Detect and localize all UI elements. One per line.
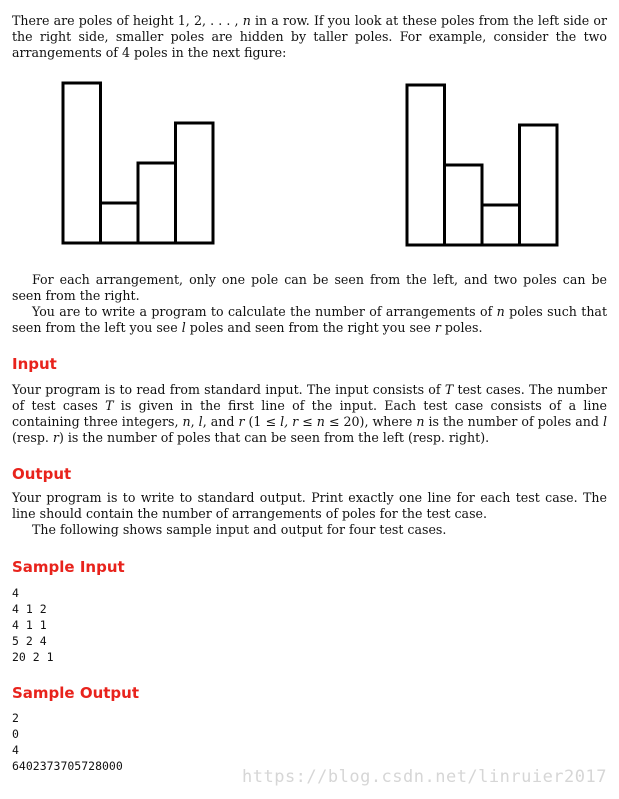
sample-input-block xyxy=(12,585,54,665)
output-paragraph-1 xyxy=(12,490,607,522)
input-text-8: ≤ 20), where xyxy=(324,414,417,429)
input-r2: r xyxy=(52,430,59,445)
pole-height-1 xyxy=(482,205,520,245)
pole-height-2 xyxy=(138,163,176,243)
intro-paragraph xyxy=(12,13,607,61)
caption-paragraph xyxy=(12,272,607,304)
input-T2: T xyxy=(105,398,114,413)
sample-input-line: 4 1 2 xyxy=(12,602,47,616)
pole-height-4 xyxy=(63,83,101,243)
sample-output-line: 0 xyxy=(12,727,19,741)
intro-text-1: There are poles of height 1, 2, . . . , xyxy=(12,13,243,28)
input-l2: l xyxy=(602,414,608,429)
input-text-10: (resp. xyxy=(12,430,53,445)
pole-height-2 xyxy=(445,165,483,245)
arrangement-b xyxy=(407,85,557,245)
input-l: l xyxy=(198,414,203,429)
task-r: r xyxy=(434,320,441,335)
task-text-2: poles such that seen from the left you see xyxy=(12,304,608,335)
pole-height-1 xyxy=(101,203,139,243)
poles-figure xyxy=(12,74,607,254)
input-n: n xyxy=(182,414,191,429)
task-text-3: poles and seen from the right you see xyxy=(185,320,435,335)
input-text-1: Your program is to read from standard input. The input consists of xyxy=(12,382,445,397)
input-text-7: ≤ xyxy=(298,414,317,429)
output-text-1: Your program is to write to standard output. Print exactly one line for each test case. The line should contain the number of arrangements of poles for the test case. xyxy=(12,490,607,521)
task-l: l xyxy=(181,320,186,335)
task-text-1: You are to write a program to calculate the number of arrangements of xyxy=(32,304,497,319)
input-cond: l, r xyxy=(280,414,299,429)
input-heading: Input xyxy=(12,355,57,373)
task-paragraph xyxy=(12,304,607,336)
input-text-3: is given in the first line of the input. Each test case consists of a line containing three integers, xyxy=(12,398,608,429)
sample-input-line: 5 2 4 xyxy=(12,634,47,648)
sample-input-line: 20 2 1 xyxy=(12,650,54,664)
sample-output-line: 2 xyxy=(12,711,19,725)
intro-n: n xyxy=(242,13,251,28)
input-text-11: ) is the number of poles that can be seen from the left (resp. right). xyxy=(58,430,490,445)
sample-output-line: 6402373705728000 xyxy=(12,759,123,773)
input-r: r xyxy=(238,414,245,429)
task-text-4: poles. xyxy=(440,320,483,335)
input-paragraph xyxy=(12,382,607,446)
input-n2: n xyxy=(416,414,425,429)
sample-output-line: 4 xyxy=(12,743,19,757)
poles-diagram xyxy=(12,74,607,254)
pole-height-4 xyxy=(407,85,445,245)
watermark: https://blog.csdn.net/linruier2017 xyxy=(242,767,607,787)
pole-height-3 xyxy=(176,123,214,243)
input-text-6: (1 ≤ xyxy=(244,414,281,429)
output-text-2: The following shows sample input and output for four test cases. xyxy=(32,522,447,537)
sample-input-heading: Sample Input xyxy=(12,558,125,576)
output-heading: Output xyxy=(12,465,72,483)
task-n: n xyxy=(496,304,505,319)
input-text-5: , and xyxy=(202,414,239,429)
input-cond-n: n xyxy=(316,414,325,429)
output-paragraph-2 xyxy=(12,522,607,538)
caption-text: For each arrangement, only one pole can be seen from the left, and two poles can be seen from the right. xyxy=(12,272,607,303)
sample-output-block xyxy=(12,710,123,774)
intro-text-2: in a row. If you look at these poles from the left side or the right side, smaller poles are hidden by taller poles. For example, consider the two arrangements of 4 poles in the next figure: xyxy=(12,13,608,60)
sample-input-line: 4 xyxy=(12,586,19,600)
input-text-2: test cases. The number of test cases xyxy=(12,382,607,413)
input-text-9: is the number of poles and xyxy=(424,414,603,429)
input-text-4: , xyxy=(190,414,199,429)
pole-height-3 xyxy=(520,125,558,245)
input-T1: T xyxy=(444,382,454,397)
arrangement-a xyxy=(63,83,213,243)
sample-output-heading: Sample Output xyxy=(12,684,140,702)
sample-input-line: 4 1 1 xyxy=(12,618,47,632)
